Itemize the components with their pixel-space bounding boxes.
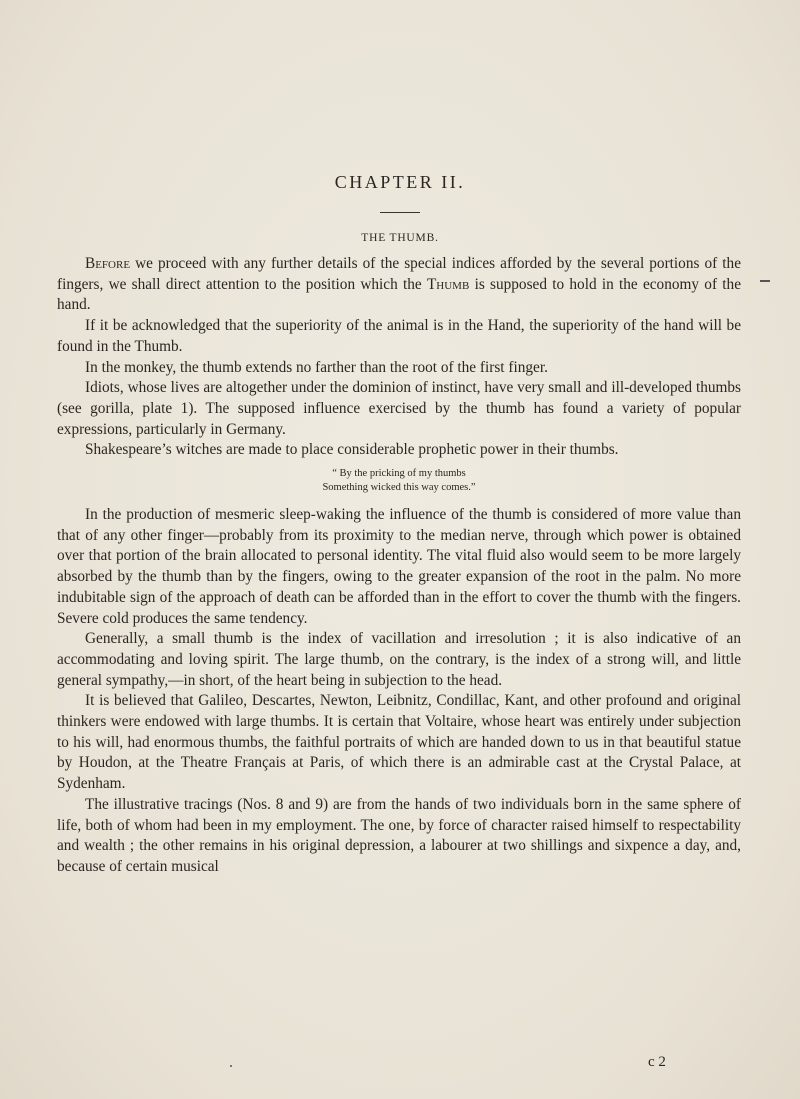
block-quote <box>57 467 741 495</box>
section-title: THE THUMB. <box>361 232 439 244</box>
paragraph: Before we proceed with any further details of the special indices afforded by the several portions of the fingers, we shall direct attention to the position which the Thumb is supposed to hold in the economy of the hand. <box>57 255 741 314</box>
body-text <box>57 254 741 878</box>
signature-mark: c 2 <box>648 1054 666 1070</box>
paragraph: If it be acknowledged that the superiority of the animal is in the Hand, the superiority of the hand will be found in the Thumb. <box>57 317 741 355</box>
paragraph: The illustrative tracings (Nos. 8 and 9) are from the hands of two individuals born in the same sphere of life, both of whom had been in my employment. The one, by force of character raised himself to respectability and wealth ; the other remains in his original depression, a labourer at two shillings and sixpence a day, and, because of certain musical <box>57 795 741 875</box>
stray-mark <box>230 1065 232 1067</box>
paragraph: Generally, a small thumb is the index of vacillation and irresolution ; it is also indicative of an accommodating and loving spirit. The large thumb, on the contrary, is the index of a strong will, and little general sympathy,—in short, of the heart being in subjection to the head. <box>57 630 741 689</box>
paragraph: It is believed that Galileo, Descartes, Newton, Leibnitz, Condillac, Kant, and other profound and original thinkers were endowed with large thumbs. It is certain that Voltaire, whose heart was entirely under subjection to his will, had enormous thumbs, the faithful portraits of which are handed down to us in that beautiful statue by Houdon, at the Theatre Français at Paris, of which there is an admirable cast at the Crystal Palace, at Sydenham. <box>57 692 741 793</box>
chapter-title: CHAPTER II. <box>334 172 466 192</box>
quote-line: Something wicked this way comes.” <box>322 482 476 494</box>
paragraph: Idiots, whose lives are altogether under the dominion of instinct, have very small and ill-developed thumbs (see gorilla, plate 1). The supposed influence exercised by the thumb has found a variety of popular expressions, particularly in Germany. <box>57 379 741 438</box>
lead-word: Before <box>85 255 131 272</box>
title-divider <box>380 212 420 213</box>
margin-mark <box>760 280 770 282</box>
term-thumb: Thumb <box>426 275 470 293</box>
paragraph: In the monkey, the thumb extends no farther than the root of the first finger. <box>85 358 548 376</box>
paragraph: In the production of mesmeric sleep-waking the influence of the thumb is considered of more value than that of any other finger—probably from its proximity to the median nerve, through which power is obtained over that portion of the brain allocated to personal identity. The vital fluid also would seem to be more largely absorbed by the thumb than by the fingers, owing to the greater expansion of the root in the palm. No more indubitable sign of the approach of death can be afforded than in the effort to cover the thumb with the fingers. Severe cold produces the same tendency. <box>57 506 741 627</box>
quote-line: “ By the pricking of my thumbs <box>332 468 466 480</box>
paragraph: Shakespeare’s witches are made to place considerable prophetic power in their thumbs. <box>85 441 619 459</box>
